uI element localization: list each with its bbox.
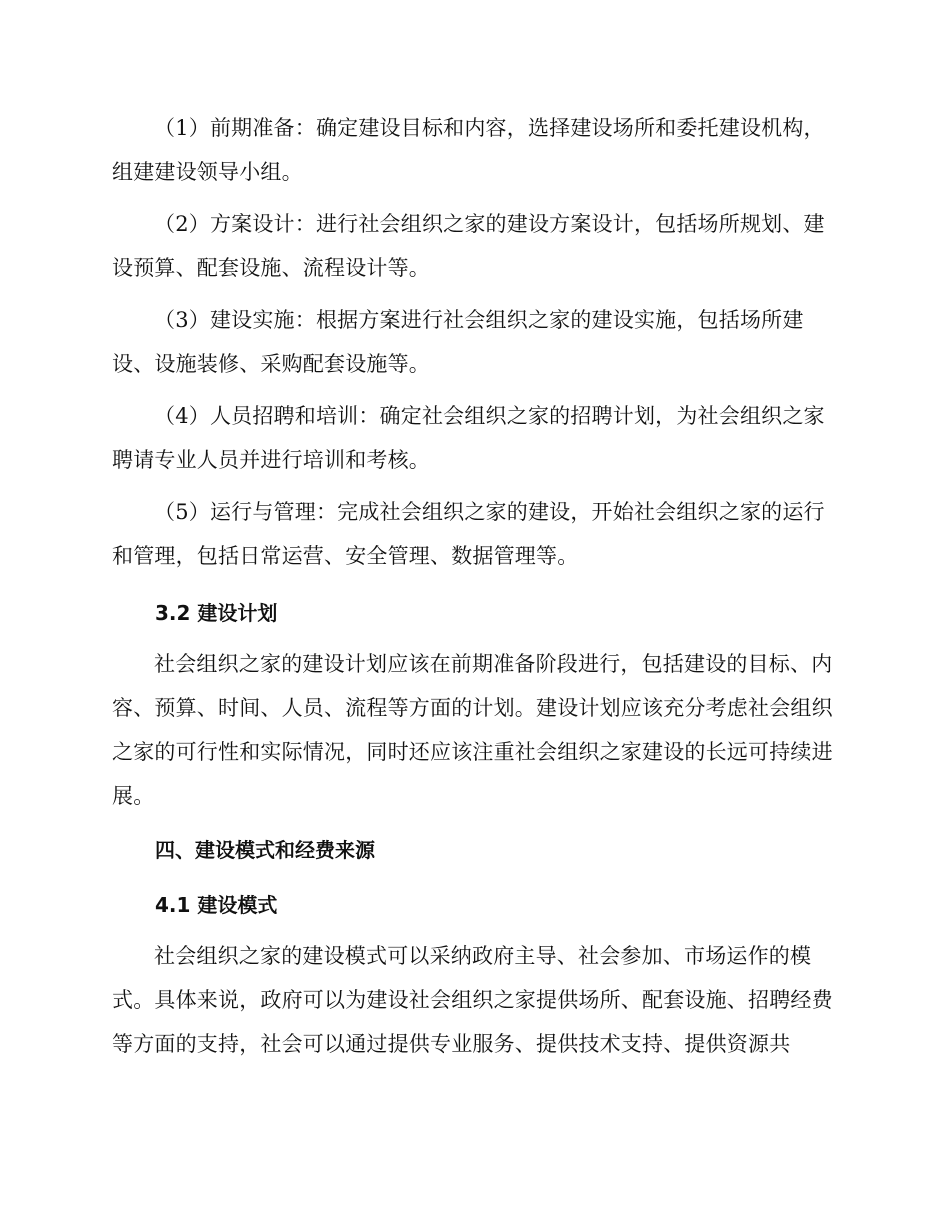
section-3-2-heading: 3.2 建设计划 xyxy=(155,601,278,625)
step-5-paragraph: （5）运行与管理：完成社会组织之家的建设，开始社会组织之家的运行和管理，包括日常运营、安全管理、数据管理等。 xyxy=(112,500,825,568)
section-4-1-paragraph: 社会组织之家的建设模式可以采纳政府主导、社会参加、市场运作的模式。具体来说，政府可以为建设社会组织之家提供场所、配套设施、招聘经费等方面的支持，社会可以通过提供专业服务、提供技术支持、提供资源共 xyxy=(112,944,833,1056)
step-4-paragraph: （4）人员招聘和培训：确定社会组织之家的招聘计划，为社会组织之家聘请专业人员并进行培训和考核。 xyxy=(112,404,825,472)
step-1-paragraph: （1）前期准备：确定建设目标和内容，选择建设场所和委托建设机构，组建建设领导小组。 xyxy=(112,116,825,184)
section-4-1-heading: 4.1 建设模式 xyxy=(155,893,278,917)
step-2-paragraph: （2）方案设计：进行社会组织之家的建设方案设计，包括场所规划、建设预算、配套设施、流程设计等。 xyxy=(112,212,825,280)
chapter-4-heading: 四、建设模式和经费来源 xyxy=(155,838,375,862)
step-3-paragraph: （3）建设实施：根据方案进行社会组织之家的建设实施，包括场所建设、设施装修、采购配套设施等。 xyxy=(112,308,804,376)
section-3-2-paragraph: 社会组织之家的建设计划应该在前期准备阶段进行，包括建设的目标、内容、预算、时间、人员、流程等方面的计划。建设计划应该充分考虑社会组织之家的可行性和实际情况，同时还应该注重社会组织之家建设的长远可持续进展。 xyxy=(112,652,833,808)
